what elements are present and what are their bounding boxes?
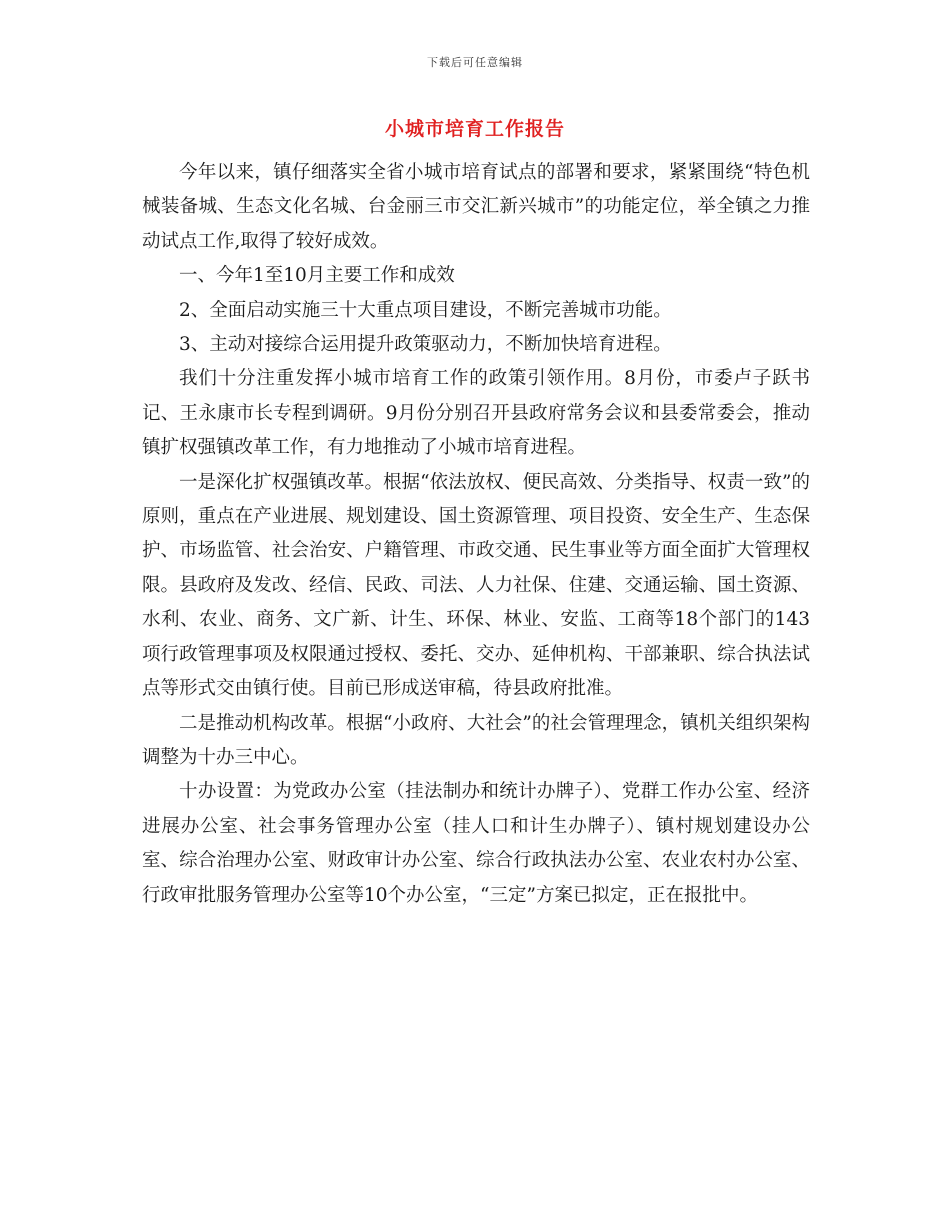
paragraph-section-heading: 一、今年1至10月主要工作和成效 <box>179 265 455 287</box>
paragraph-reform-powers: 一是深化扩权强镇改革。根据“依法放权、便民高效、分类指导、权责一致”的原则，重点在产业进展、规划建设、国土资源管理、项目投资、安全生产、生态保护、市场监管、社会治安、户籍管理、市政交通、民生事业等方面全面扩大管理权限。县政府及发改、经信、民政、司法、人力社保、住建、交通运输、国土资源、水利、农业、商务、文广新、计生、环保、林业、安监、工商等18个部门的143项行政管理事项及权限通过授权、委托、交办、延伸机构、干部兼职、综合执法试点等形式交由镇行使。目前已形成送审稿，待县政府批准。 <box>142 471 810 700</box>
paragraph-policy-guidance: 我们十分注重发挥小城市培育工作的政策引领作用。8月份，市委卢子跃书记、王永康市长专程到调研。9月份分别召开县政府常务会议和县委常委会，推动镇扩权强镇改革工作，有力地推动了小城市培育进程。 <box>142 368 810 459</box>
paragraph-intro: 今年以来，镇仔细落实全省小城市培育试点的部署和要求，紧紧围绕“特色机械装备城、生态文化名城、台金丽三市交汇新兴城市”的功能定位，举全镇之力推动试点工作,取得了较好成效。 <box>142 162 810 252</box>
page-header-note: 下载后可任意编辑 <box>427 56 523 69</box>
paragraph-ten-offices: 十办设置：为党政办公室（挂法制办和统计办牌子）、党群工作办公室、经济进展办公室、社会事务管理办公室（挂人口和计生办牌子）、镇村规划建设办公室、综合治理办公室、财政审计办公室、综合行政执法办公室、农业农村办公室、行政审批服务管理办公室等10个办公室，“三定”方案已拟定，正在报批中。 <box>142 781 810 906</box>
paragraph-item-3: 3、主动对接综合运用提升政策驱动力，不断加快培育进程。 <box>179 334 672 356</box>
paragraph-institutional-reform: 二是推动机构改革。根据“小政府、大社会”的社会管理理念，镇机关组织架构调整为十办三中心。 <box>142 712 810 768</box>
document-title: 小城市培育工作报告 <box>384 118 565 140</box>
paragraph-item-2: 2、全面启动实施三十大重点项目建设，不断完善城市功能。 <box>179 299 672 321</box>
document-body <box>142 156 810 913</box>
